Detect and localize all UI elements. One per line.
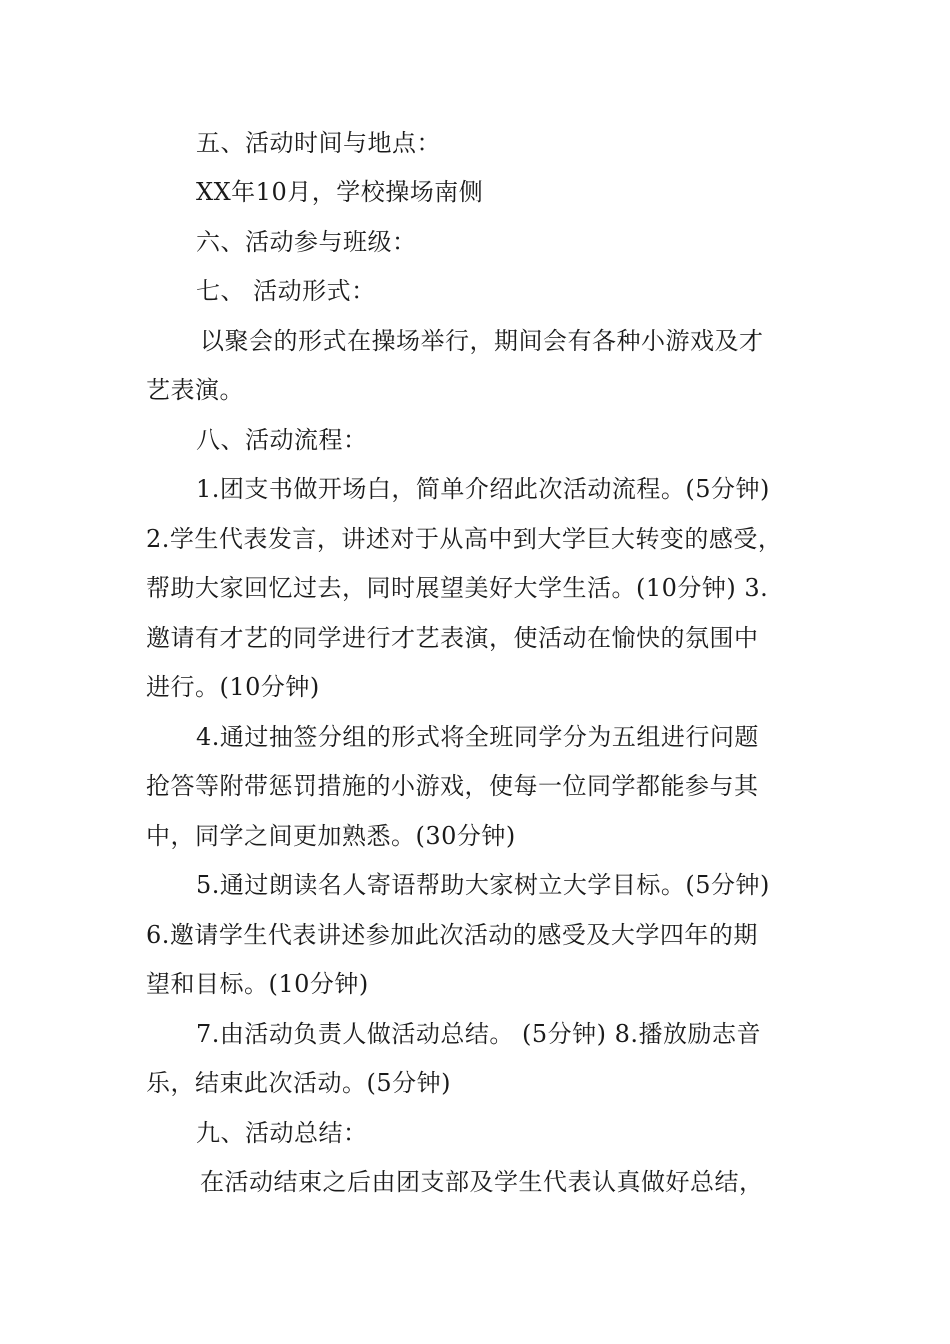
process-line-4: 邀请有才艺的同学进行才艺表演，使活动在愉快的氛围中 <box>146 624 759 652</box>
process-line-9: 5.通过朗读名人寄语帮助大家树立大学目标。(5分钟) <box>196 871 770 899</box>
format-text-line-2: 艺表演。 <box>146 376 244 404</box>
process-line-10: 6.邀请学生代表讲述参加此次活动的感受及大学四年的期 <box>146 921 758 949</box>
process-line-1: 1.团支书做开场白，简单介绍此次活动流程。(5分钟) <box>196 475 770 503</box>
process-line-13: 乐，结束此次活动。(5分钟) <box>146 1069 451 1097</box>
process-line-8: 中，同学之间更加熟悉。(30分钟) <box>146 822 516 850</box>
summary-text-line-1: 在活动结束之后由团支部及学生代表认真做好总结， <box>200 1168 764 1196</box>
process-line-3: 帮助大家回忆过去，同时展望美好大学生活。(10分钟) 3. <box>146 574 769 602</box>
format-text-line-1: 以聚会的形式在操场举行，期间会有各种小游戏及才 <box>200 327 764 355</box>
process-line-11: 望和目标。(10分钟) <box>146 970 369 998</box>
process-line-2: 2.学生代表发言，讲述对于从高中到大学巨大转变的感受， <box>146 525 783 553</box>
time-location-text: XX年10月，学校操场南侧 <box>196 178 484 206</box>
process-line-7: 抢答等附带惩罚措施的小游戏，使每一位同学都能参与其 <box>146 772 759 800</box>
heading-participating-classes: 六、活动参与班级： <box>196 228 417 256</box>
process-line-12: 7.由活动负责人做活动总结。 (5分钟) 8.播放励志音 <box>196 1020 762 1048</box>
heading-activity-process: 八、活动流程： <box>196 426 368 454</box>
heading-activity-format: 七、 活动形式： <box>196 277 376 305</box>
process-line-6: 4.通过抽签分组的形式将全班同学分为五组进行问题 <box>196 723 759 751</box>
heading-time-location: 五、活动时间与地点： <box>196 129 441 157</box>
process-line-5: 进行。(10分钟) <box>146 673 320 701</box>
heading-activity-summary: 九、活动总结： <box>196 1119 368 1147</box>
